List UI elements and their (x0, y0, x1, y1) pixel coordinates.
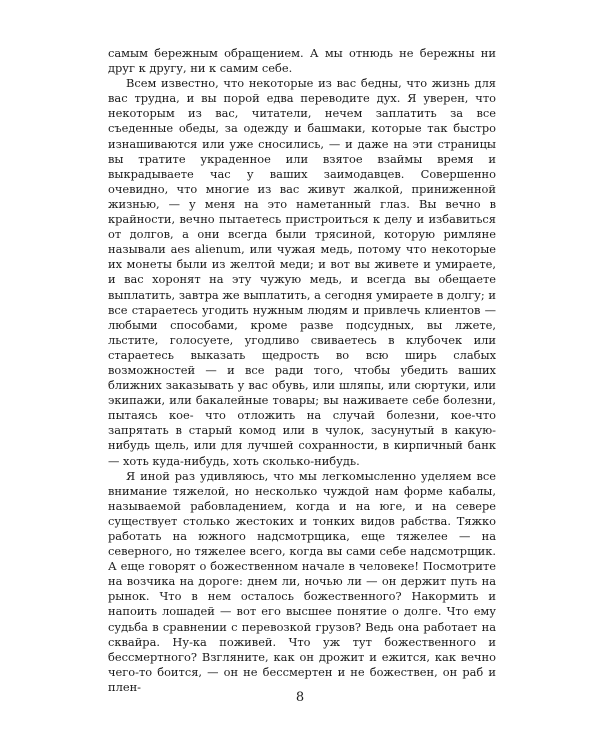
paragraph-slavery: Я иной раз удивляюсь, что мы легкомысленно уделяем все внимание тяжелой, но несколько чуждой нам форме кабалы, называемой рабовладением, когда и на юге, и на севере существует столько жестоких и тонких видов рабства. Тяжко работать на южного надсмотрщика, еще тяжелее — на северного, но тяжелее всего, когда вы сами себе надсмотрщик. А еще говорят о божественном начале в человеке! Посмотрите на возчика на дороге: днем ли, ночью ли — он держит путь на рынок. Что в нем осталось божественного? Накормить и напоить лошадей — вот его высшее понятие о долге. Что ему судьба в сравнении с перевозкой грузов? Ведь она работает на сквайра. Ну-ка поживей. Что уж тут божественного и бессмертного? Взгляните, как он дрожит и ежится, как вечно чего-то боится, — он не бессмертен и не божествен, он раб и плен- (108, 468, 496, 694)
paragraph-continuation: самым бережным обращением. А мы отнюдь не бережны ни друг к другу, ни к самим себе. (108, 46, 496, 76)
page-number: 8 (295, 690, 305, 705)
main-text (108, 46, 496, 695)
paragraph-debts: Всем известно, что некоторые из вас бедны, что жизнь для вас трудна, и вы порой едва переводите дух. Я уверен, что некоторым из вас, читатели, нечем заплатить за все съеденные обеды, за одежду и башмаки, которые так быстро изнашиваются или уже сносились, — и даже на эти страницы вы тратите украденное или взятое взаймы время и выкрадываете час у ваших заимодавцев. Совершенно очевидно, что многие из вас живут жалкой, приниженной жизнью, — у меня на это наметанный глаз. Вы вечно в крайности, вечно пытаетесь пристроиться к делу и избавиться от долгов, а они всегда были трясиной, которую римляне называли aes alienum, или чужая медь, потому что некоторые их монеты были из желтой меди; и вот вы живете и умираете, и вас хоронят на эту чужую медь, и всегда вы обещаете выплатить, завтра же выплатить, а сегодня умираете в долгу; и все стараетесь угодить нужным людям и привлечь клиентов — любыми способами, кроме разве подсудных, вы лжете, льстите, голосуете, угодливо свиваетесь в клубочек или стараетесь выказать щедрость во всю ширь слабых возможностей — и все ради того, чтобы убедить ваших ближних заказывать у вас обувь, или шляпы, или сюртуки, или экипажи, или бакалейные товары; вы наживаете себе болезни, пытаясь кое- что отложить на случай болезни, кое-что запрятать в старый комод или в чулок, засунутый в какую-нибудь щель, или для лучшей сохранности, в кирпичный банк — хоть куда-нибудь, хоть сколько-нибудь. (108, 76, 496, 468)
